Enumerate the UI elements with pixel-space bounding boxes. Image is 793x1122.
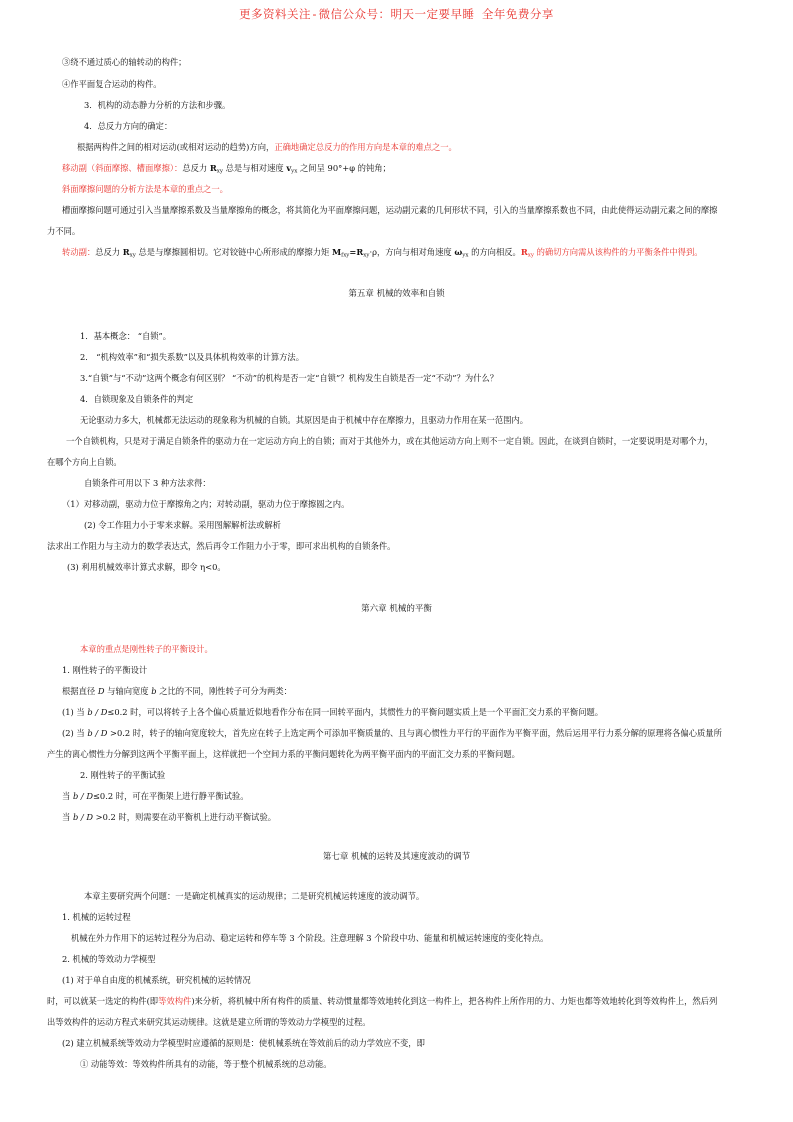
subscript: yx <box>462 252 469 259</box>
chapter6-title: 第六章 机械的平衡 <box>361 604 432 614</box>
text-line: 机械在外力作用下的运转过程分为启动、稳定运转和停车等 3 个阶段。注意理解 3 个阶段中功、能量和机械运转速度的变化特点。 <box>71 933 549 943</box>
key-difficulty-text: 正确地确定总反力的作用方向是本章的难点之一。 <box>274 142 457 152</box>
symbol-omega: ω <box>454 247 463 257</box>
key-point-text: 斜面摩擦问题的分析方法是本章的重点之一。 <box>62 184 228 194</box>
revolute-pair-label: 转动副： <box>62 247 96 257</box>
text-span: 总是与摩擦圆相切。它对铰链中心所形成的摩擦力矩 <box>135 247 332 257</box>
promo-banner: 更多资料关注-微信公众号：明天一定要早睡 全年免费分享 <box>239 7 554 21</box>
sliding-pair-label: 移动副（斜面摩擦、槽面摩擦）： <box>62 163 183 173</box>
text-line: ④作平面复合运动的构件。 <box>62 79 162 89</box>
text-span: 总反力 <box>182 163 210 173</box>
text-span: 总反力 <box>95 247 123 257</box>
text-span: 总是与相对速度 <box>222 163 287 173</box>
text-span: 当 <box>62 812 73 822</box>
text-line: 4．自锁现象及自锁条件的判定 <box>80 394 194 404</box>
text-line: 1. 机械的运转过程 <box>62 912 131 922</box>
text-line <box>62 163 391 178</box>
subscript: xy <box>527 252 534 259</box>
symbol-R: =R <box>349 247 364 257</box>
chapter5-title: 第五章 机械的效率和自锁 <box>348 289 445 299</box>
text-line: 在哪个方向上自锁。 <box>47 457 122 467</box>
text-line <box>62 247 703 262</box>
text-line <box>77 142 457 153</box>
symbol-R: R <box>122 247 130 257</box>
ratio-b-over-D: b / D <box>87 707 108 717</box>
symbol-v: v <box>286 163 292 173</box>
text-span: ≤0.2 时，可以将转子上各个偏心质量近似地看作分布在同一回转平面内，其惯性力的平衡问题实质上是一个平面汇交力系的平衡问题。 <box>107 707 604 717</box>
text-span: 根据直径 <box>62 686 98 696</box>
text-span: ·ρ，方向与相对角速度 <box>369 247 455 257</box>
text-line <box>62 728 722 739</box>
text-line: ③绕不通过质心的轴转动的构件； <box>62 57 187 67</box>
text-line: 槽面摩擦问题可通过引入当量摩擦系数及当量摩擦角的概念，将其简化为平面摩擦问题，运动副元素的几何形状不同，引入的当量摩擦系数也不同，由此使得运动副元素之间的摩擦 <box>62 205 718 215</box>
text-line: 自锁条件可用以下 3 种方法求得： <box>84 478 211 488</box>
subscript: xy <box>129 252 136 259</box>
text-line <box>62 686 292 697</box>
ratio-b-over-D: b / D <box>87 728 108 738</box>
text-span: )来分析，将机械中所有构件的质量、转动惯量都等效地转化到这一构件上，把各构件上所作用的力、力矩也都等效地转化到等效构件上，然后列 <box>191 996 718 1006</box>
symbol-M: M <box>331 247 342 257</box>
text-line: 3.“自锁”与“不动”这两个概念有何区别？ “不动”的机构是否一定“自锁”？机构发生自锁是否一定“不动”？为什么？ <box>80 373 499 383</box>
text-line <box>62 812 276 823</box>
ratio-b-over-D: b / D <box>72 791 93 801</box>
text-line <box>62 707 603 718</box>
text-line: 3．机构的动态静力分析的方法和步骤。 <box>84 100 231 110</box>
text-span: 之间呈 90°+φ 的钝角； <box>297 163 391 173</box>
ratio-b-over-D: b / D <box>72 812 93 822</box>
text-line: 1．基本概念： “自锁”。 <box>80 331 172 341</box>
text-line: 2. 刚性转子的平衡试验 <box>80 770 166 780</box>
text-span: 时，可以就某一选定的构件(即 <box>47 996 159 1006</box>
text-line: （1）对移动副，驱动力位于摩擦角之内；对转动副，驱动力位于摩擦圆之内。 <box>62 499 350 509</box>
text-line: 产生的离心惯性力分解到这两个平衡平面上，这样就把一个空间力系的平衡问题转化为两平衡平面内的平面汇交力系的平衡问题。 <box>47 749 520 759</box>
text-span: 与轴向宽度 <box>104 686 152 696</box>
text-span: >0.2 时，转子的轴向宽度较大，首先应在转子上选定两个可添加平衡质量的、且与离心惯性力平行的平面作为平衡平面，然后运用平行力系分解的原理将各偏心质量所 <box>107 728 722 738</box>
text-span: >0.2 时，则需要在动平衡机上进行动平衡试验。 <box>92 812 277 822</box>
text-span: 之比的不同，刚性转子可分为两类： <box>156 686 292 696</box>
text-line: ① 动能等效：等效构件所具有的动能，等于整个机械系统的总动能。 <box>80 1059 332 1069</box>
equivalent-member-term: 等效构件 <box>158 996 192 1006</box>
symbol-b: b <box>151 686 157 696</box>
text-line: (2) 令工作阻力小于零来求解。采用图解解析法或解析 <box>84 520 281 530</box>
text-line: 无论驱动力多大，机械都无法运动的现象称为机械的自锁。其原因是由于机械中存在摩擦力，且驱动力作用在某一范围内。 <box>80 415 529 425</box>
text-line: 出等效构件的运动方程式来研究其运动规律。这就是建立所谓的等效动力学模型的过程。 <box>47 1017 371 1027</box>
text-line <box>47 996 717 1007</box>
chapter7-title: 第七章 机械的运转及其速度波动的调节 <box>322 852 471 862</box>
text-span: 根据两构件之间的相对运动(或相对运动的趋势)方向， <box>77 142 275 152</box>
text-span: 当 <box>62 791 73 801</box>
text-line: 1. 刚性转子的平衡设计 <box>62 665 148 675</box>
text-line: 法求出工作阻力与主动力的数学表达式，然后再令工作阻力小于零，即可求出机构的自锁条件。 <box>47 541 396 551</box>
text-span: 的确切方向需从该构件的力平衡条件中得到。 <box>533 247 703 257</box>
text-span: ≤0.2 时，可在平衡架上进行静平衡试验。 <box>92 791 249 801</box>
key-point-text: 本章的重点是刚性转子的平衡设计。 <box>80 644 213 654</box>
text-line <box>62 791 249 802</box>
text-span: (1) 当 <box>62 707 88 717</box>
text-line: (1) 对于单自由度的机械系统，研究机械的运转情况 <box>62 975 251 985</box>
symbol-R: R <box>520 247 528 257</box>
subscript: xy <box>363 252 370 259</box>
symbol-R: R <box>209 163 217 173</box>
text-line: 一个自锁机构，只是对于满足自锁条件的驱动力在一定运动方向上的自锁；而对于其他外力，或在其他运动方向上则不一定自锁。因此，在谈到自锁时，一定要说明是对哪个力， <box>66 436 714 446</box>
text-span: 的方向相反。 <box>468 247 521 257</box>
symbol-D: D <box>97 686 105 696</box>
text-line: 2. 机械的等效动力学模型 <box>62 954 156 964</box>
text-span: (2) 当 <box>62 728 88 738</box>
text-line: (2) 建立机械系统等效动力学模型时应遵循的原则是：使机械系统在等效前后的动力学效应不变，即 <box>62 1038 425 1048</box>
text-line: 2． “机构效率”和“损失系数”以及具体机构效率的计算方法。 <box>80 352 305 362</box>
subscript: xy <box>216 168 223 175</box>
subscript: yx <box>291 168 298 175</box>
text-line: 力不同。 <box>47 226 81 236</box>
text-line: 4．总反力方向的确定： <box>84 121 173 131</box>
subscript: fxy <box>341 252 350 259</box>
text-line: 本章主要研究两个问题：一是确定机械真实的运动规律；二是研究机械运转速度的波动调节。 <box>84 891 425 901</box>
text-line: (3) 利用机械效率计算式求解，即令 η<0。 <box>67 562 226 572</box>
